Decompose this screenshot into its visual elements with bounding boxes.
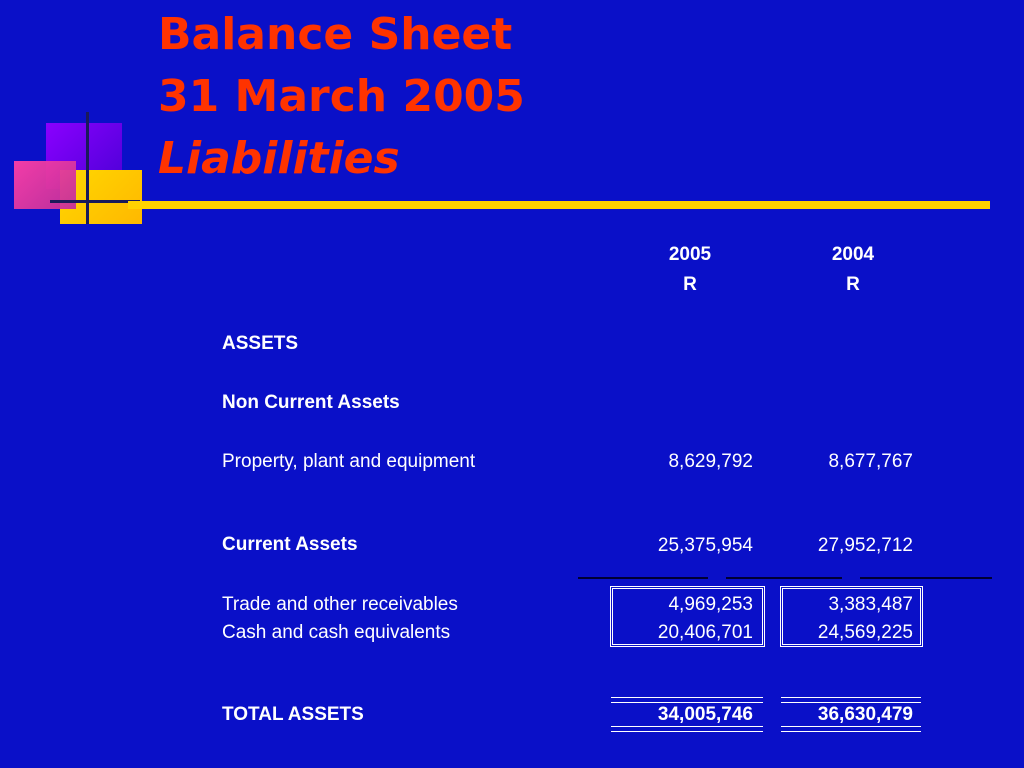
subtotal-underline-3 (860, 577, 992, 579)
column-unit-2004: R (846, 274, 860, 295)
assets-heading: ASSETS (222, 333, 299, 354)
total-assets-label: TOTAL ASSETS (222, 704, 364, 725)
receivables-value-2004: 3,383,487 (828, 594, 913, 615)
cash-value-2005: 20,406,701 (657, 622, 753, 643)
title-line-1: Balance Sheet (158, 9, 513, 60)
current-assets-value-2005: 25,375,954 (657, 535, 753, 556)
ppe-value-2004: 8,677,767 (828, 451, 913, 472)
decorative-horizontal-line (50, 200, 140, 203)
receivables-value-2005: 4,969,253 (668, 594, 753, 615)
receivables-label: Trade and other receivables (222, 594, 458, 615)
total-bottom-rule-2004 (781, 726, 921, 732)
non-current-assets-heading: Non Current Assets (222, 392, 400, 413)
column-header-year-2005: 2005 (668, 244, 712, 265)
slide-title (158, 4, 525, 190)
subtotal-underline-1 (578, 577, 708, 579)
total-assets-value-2005: 34,005,746 (657, 704, 753, 725)
total-bottom-rule-2005 (611, 726, 763, 732)
title-line-3: Liabilities (158, 133, 400, 184)
title-line-2: 31 March 2005 (158, 71, 525, 122)
decorative-vertical-line (86, 112, 89, 224)
subtotal-underline-2 (726, 577, 842, 579)
ppe-label: Property, plant and equipment (222, 451, 476, 472)
cash-label: Cash and cash equivalents (222, 622, 451, 643)
total-top-rule-2005 (611, 697, 763, 703)
current-assets-label: Current Assets (222, 534, 358, 555)
total-top-rule-2004 (781, 697, 921, 703)
column-unit-2005: R (683, 274, 697, 295)
title-underline-rule (128, 201, 990, 209)
column-header-year-2004: 2004 (831, 244, 875, 265)
total-assets-value-2004: 36,630,479 (817, 704, 913, 725)
ppe-value-2005: 8,629,792 (668, 451, 753, 472)
current-assets-value-2004: 27,952,712 (817, 535, 913, 556)
cash-value-2004: 24,569,225 (817, 622, 913, 643)
